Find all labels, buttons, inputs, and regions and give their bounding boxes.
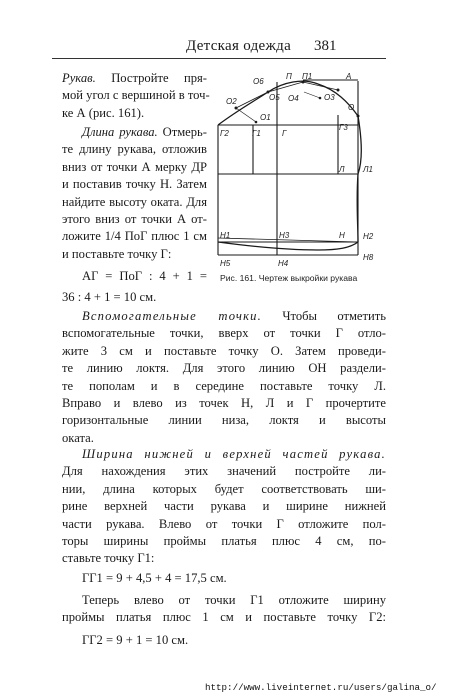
label-l: Л [339,165,345,174]
label-o4: О4 [288,94,299,103]
label-g3: Г3 [339,123,348,132]
paragraph-sleeve-widths: Ширина нижней и верхней частей рукава. Для нахождения этих значений постройте ли- нии, длина которых будет соответствовать ши- рине верхней части рукава и ширине нижней части рукава. Влево от точки Г отложите пол- торы ширины проймы платья плюс 4 см, по- ставьте точку Г1: [62,447,386,566]
label-l1: Л1 [363,165,373,174]
label-n: Н [339,231,345,240]
paragraph-heading: Ширина нижней и верхней частей рукава. [82,447,386,461]
formula-gg1: ГГ1 = 9 + 4,5 + 4 = 17,5 см. [82,571,227,585]
label-o5: О5 [269,93,280,102]
label-o1: О1 [260,113,271,122]
label-n3: Н3 [279,231,290,240]
label-g: Г [282,129,287,138]
paragraph-heading: Вспомогательные точки. [82,309,263,323]
label-o: О [348,103,355,112]
page-number: 381 [314,38,337,54]
label-n5: Н5 [220,259,231,268]
label-a: А [346,72,352,81]
label-p: П [286,72,292,81]
label-g1: Г1 [252,129,261,138]
paragraph-heading: Рукав. [62,71,96,85]
label-o2: О2 [226,97,237,106]
label-n8: Н8 [363,253,374,262]
paragraph-sleeve: Рукав. Постройте пря- мой угол с вершиной в точ- ке А (рис. 161). [62,71,210,120]
running-head: Детская одежда [186,38,292,54]
paragraph-auxiliary-points: Вспомогательные точки. Чтобы отметить вспомогательные точки, вверх от точки Г отло- жите 3 см и поставьте точку О. Затем проведи- те линию локтя. Для этого линию ОН раздели- те пополам и в середине поставьте точку Л. Вправо и влево из точек Н, Л и Г прочертите горизонтальные линии низа, локтя и высоты оката. [62,309,386,445]
paragraph-heading: Длина рукава. [82,125,158,139]
label-o3: О3 [324,93,335,102]
paragraph-sleeve-length: Длина рукава. Отмерь- те длину рукава, отложив вниз от точки А мерку ДР и поставив точку Н. Затем найдите высоту оката. Для этого вниз от точки А от- ложите 1/4 ПоГ плюс 1 см и поставьте точку Г: [62,125,207,261]
label-g2: Г2 [220,129,229,138]
header-rule [52,58,386,59]
label-n4: Н4 [278,259,289,268]
label-n2: Н2 [363,232,374,241]
formula-gg2: ГГ2 = 9 + 1 = 10 см. [82,633,189,647]
formula-ag-line2: 36 : 4 + 1 = 10 см. [62,290,157,304]
label-o6: О6 [253,77,264,86]
sleeve-pattern-diagram [208,70,388,270]
label-p1: П1 [302,72,313,81]
paragraph-g2: Теперь влево от точки Г1 отложите ширину проймы платья плюс 1 см и поставьте точку Г2: [62,593,386,625]
figure-caption: Рис. 161. Чертеж выкройки рукава [220,273,358,283]
footer-url: http://www.liveinternet.ru/users/galina_o/ [205,682,437,693]
formula-ag-line1: АГ = ПоГ : 4 + 1 = [82,269,207,283]
label-n1: Н1 [220,231,231,240]
